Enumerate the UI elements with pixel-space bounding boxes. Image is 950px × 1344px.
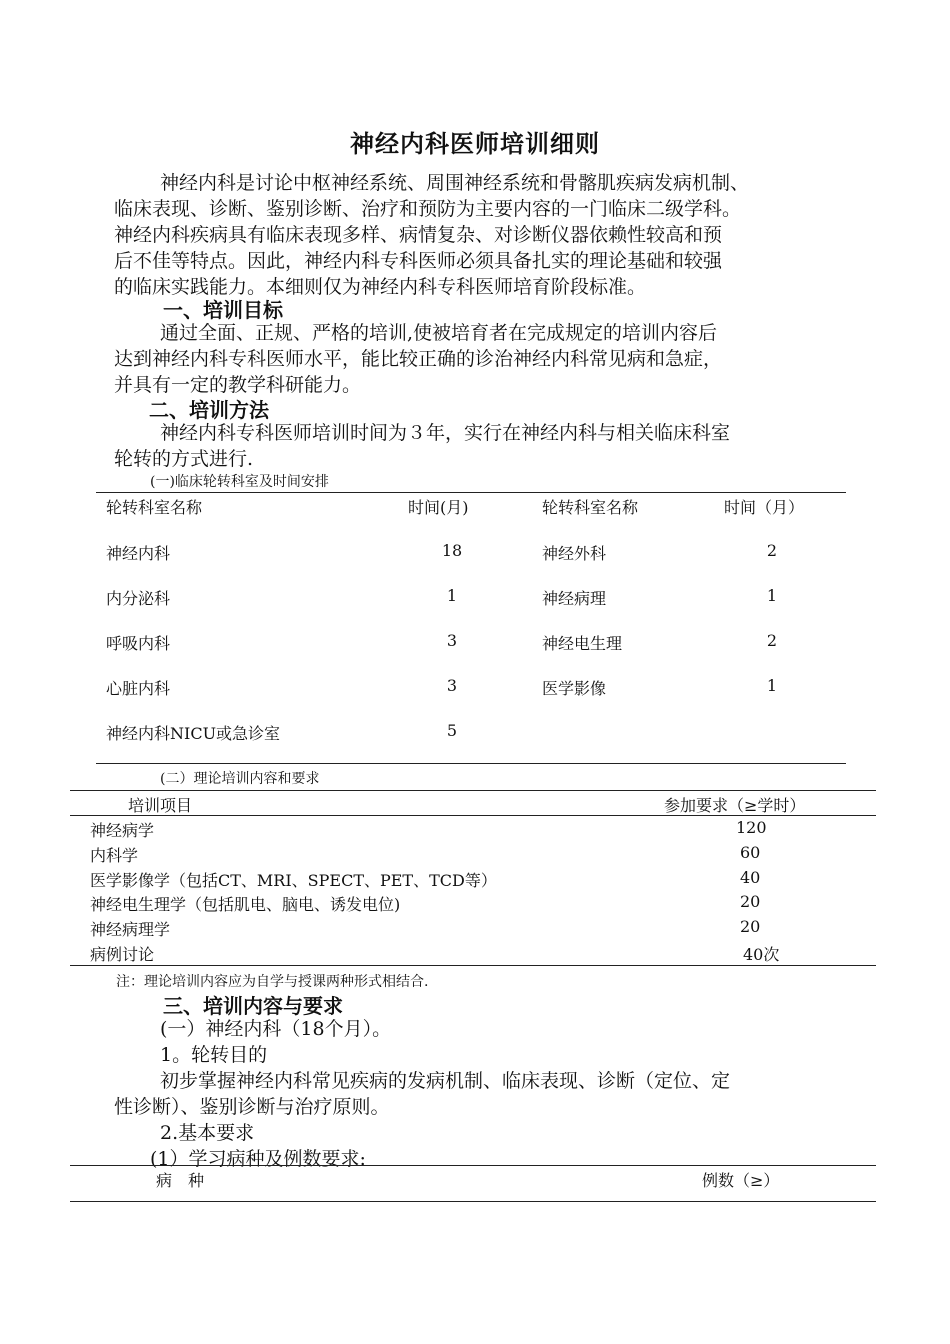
disease-table-header: 病 种 (156, 1171, 205, 1190)
rotation-months: 2 (766, 541, 778, 560)
theory-item: 神经病理学 (90, 920, 171, 939)
rotation-months: 3 (446, 676, 458, 695)
rotation-dept: 神经病理 (542, 589, 607, 608)
rotation-dept: 医学影像 (542, 679, 607, 698)
item-rotation-purpose: 1。轮转目的 (160, 1044, 268, 1066)
rotation-dept: 心脏内科 (106, 679, 171, 698)
rotation-months: 2 (766, 631, 778, 650)
rotation-dept: 神经内科 (106, 544, 171, 563)
theory-item: 神经病学 (90, 821, 155, 840)
theory-caption: (二）理论培训内容和要求 (160, 771, 320, 787)
rotation-caption: (一)临床轮转科室及时间安排 (150, 474, 329, 490)
rotation-months: 1 (446, 586, 458, 605)
section-heading-methods: 二、培训方法 (149, 398, 269, 422)
theory-item: 医学影像学（包括CT、MRI、SPECT、PET、TCD等） (90, 871, 497, 890)
intro-line: 临床表现、诊断、鉴别诊断、治疗和预防为主要内容的一门临床二级学科。 (114, 198, 742, 220)
methods-line: 神经内科专科医师培训时间为３年，实行在神经内科与相关临床科室 (160, 422, 731, 444)
rotation-dept: 内分泌科 (106, 589, 171, 608)
table-rule (70, 790, 876, 791)
section-heading-goals: 一、培训目标 (163, 298, 283, 322)
rotation-header: 时间（月） (724, 498, 805, 517)
purpose-line: 初步掌握神经内科常见疾病的发病机制、临床表现、诊断（定位、定 (160, 1070, 731, 1092)
theory-header: 培训项目 (128, 796, 193, 815)
theory-note: 注：理论培训内容应为自学与授课两种形式相结合. (116, 974, 429, 990)
table-rule (70, 1165, 876, 1166)
theory-hours: 120 (736, 818, 767, 837)
table-rule (70, 965, 876, 966)
rotation-months: 1 (766, 586, 778, 605)
intro-line: 神经内科疾病具有临床表现多样、病情复杂、对诊断仪器依赖性较高和预 (114, 224, 723, 246)
table-rule (96, 763, 846, 764)
rotation-header: 轮转科室名称 (542, 498, 639, 517)
rotation-dept: 神经电生理 (542, 634, 623, 653)
theory-hours: 40 (740, 868, 761, 887)
theory-hours: 40次 (743, 945, 780, 964)
goals-line: 达到神经内科专科医师水平，能比较正确的诊治神经内科常见病和急症， (114, 348, 723, 370)
rotation-dept: 呼吸内科 (106, 634, 171, 653)
table-rule (70, 815, 876, 816)
page-title: 神经内科医师培训细则 (350, 130, 600, 158)
theory-header: 参加要求（≥学时） (664, 796, 806, 815)
intro-line: 神经内科是讨论中枢神经系统、周围神经系统和骨髂肌疾病发病机制、 (160, 172, 750, 194)
intro-line: 的临床实践能力。本细则仅为神经内科专科医师培育阶段标准。 (114, 276, 647, 298)
theory-item: 内科学 (90, 846, 139, 865)
rotation-months: 3 (446, 631, 458, 650)
disease-cases-heading: (1）学习病种及例数要求: (150, 1148, 366, 1170)
theory-item: 神经电生理学（包括肌电、脑电、诱发电位) (90, 895, 401, 914)
rotation-header: 时间(月) (408, 498, 469, 517)
subsection-neurology: (一）神经内科（18个月）。 (160, 1018, 392, 1040)
rotation-months: 1 (766, 676, 778, 695)
table-rule (70, 1201, 876, 1202)
disease-table-header: 例数（≥） (702, 1171, 780, 1190)
rotation-months: 18 (441, 541, 463, 560)
table-rule (96, 492, 846, 493)
purpose-line: 性诊断）、鉴别诊断与治疗原则。 (114, 1096, 390, 1118)
rotation-months: 5 (446, 721, 458, 740)
theory-item: 病例讨论 (90, 945, 155, 964)
rotation-header: 轮转科室名称 (106, 498, 203, 517)
rotation-dept: 神经内科NICU或急诊室 (106, 724, 281, 743)
intro-line: 后不佳等特点。因此，神经内科专科医师必须具备扎实的理论基础和较强 (114, 250, 723, 272)
goals-line: 通过全面、正规、严格的培训,使被培育者在完成规定的培训内容后 (160, 322, 718, 344)
theory-hours: 20 (740, 892, 761, 911)
rotation-dept: 神经外科 (542, 544, 607, 563)
theory-hours: 60 (740, 843, 761, 862)
methods-line: 轮转的方式进行. (114, 448, 254, 470)
goals-line: 并具有一定的教学科研能力。 (114, 374, 362, 396)
section-heading-content: 三、培训内容与要求 (163, 994, 343, 1018)
item-basic-requirements: 2.基本要求 (160, 1122, 255, 1144)
theory-hours: 20 (740, 917, 761, 936)
